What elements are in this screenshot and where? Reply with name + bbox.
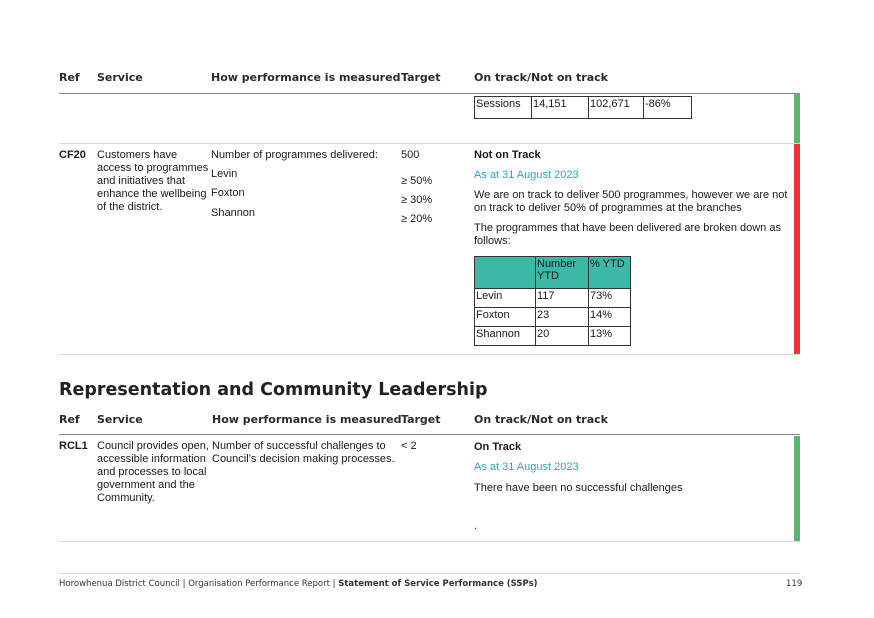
ref-rcl1: RCL1 (59, 440, 88, 452)
header-rule (59, 93, 800, 94)
table-row (475, 97, 692, 119)
status-dot-rcl1: . (474, 520, 478, 532)
col-header-service: Service (97, 71, 143, 84)
footer-org: Horowhenua District Council (59, 579, 180, 589)
measure-item-foxton: Foxton (211, 187, 245, 199)
status-para1-cf20: We are on track to deliver 500 programmes, however we are not on track to deliver 50% of programmes at the branches (474, 189, 788, 214)
measure-rcl1 (212, 440, 397, 466)
col-header-target: Target (401, 71, 441, 84)
measure-title-cf20: Number of programmes delivered: (211, 149, 378, 161)
breakdown-header-percent: % YTD (589, 257, 631, 289)
col-header-status: On track/Not on track (474, 71, 608, 84)
table-row (475, 308, 631, 327)
breakdown-cell: 23 (536, 308, 589, 327)
section-title: Representation and Community Leadership (59, 380, 488, 400)
breakdown-cell: 14% (589, 308, 631, 327)
measure-item-shannon: Shannon (211, 207, 256, 219)
service-line: Customers have (97, 149, 178, 161)
target-item-shannon: ≥ 20% (401, 213, 433, 225)
col-header-ref: Ref (59, 71, 80, 84)
service-line: government and the (97, 479, 195, 491)
service-line: access to programmes (97, 162, 209, 174)
footer-report: Organisation Performance Report (188, 579, 330, 589)
table-row (475, 257, 631, 289)
row-rule (59, 143, 800, 144)
service-rcl1 (97, 440, 209, 505)
status-date-cf20: As at 31 August 2023 (474, 169, 579, 181)
breakdown-cell: 20 (536, 327, 589, 346)
target-main-cf20: 500 (401, 149, 420, 161)
page-number: 119 (786, 579, 803, 589)
footer-statement: Statement of Service Performance (SSPs) (338, 579, 538, 589)
target-item-levin: ≥ 50% (401, 175, 433, 187)
service-line: and initiatives that (97, 175, 186, 187)
service-line: Council provides open, (97, 440, 209, 452)
breakdown-cell: 73% (589, 289, 631, 308)
sessions-table (474, 96, 692, 119)
col-header-measure: How performance is measured (211, 71, 401, 84)
col-header-ref: Ref (59, 413, 80, 426)
row-rule (59, 354, 800, 355)
breakdown-header-blank (475, 257, 536, 289)
footer-sep: | (182, 579, 186, 589)
footer-text (59, 579, 538, 589)
breakdown-cell: Shannon (475, 327, 536, 346)
col-header-status: On track/Not on track (474, 413, 608, 426)
measure-line: Number of successful challenges to (212, 440, 386, 452)
col-header-target: Target (401, 413, 441, 426)
status-bar-not-on-track (794, 144, 800, 354)
breakdown-cell: 117 (536, 289, 589, 308)
breakdown-cell: Levin (475, 289, 536, 308)
breakdown-cell: Foxton (475, 308, 536, 327)
sessions-value-2: 102,671 (589, 97, 644, 119)
breakdown-table (474, 256, 631, 346)
sessions-label: Sessions (475, 97, 532, 119)
table-row (475, 289, 631, 308)
service-line: accessible information (97, 453, 206, 465)
col-header-measure: How performance is measured (212, 413, 402, 426)
ref-cf20: CF20 (59, 149, 86, 161)
row-rule (59, 541, 800, 542)
measure-item-levin: Levin (211, 168, 238, 180)
service-cf20 (97, 149, 209, 214)
service-line: of the district. (97, 201, 163, 213)
footer-rule (59, 573, 800, 574)
col-header-service: Service (97, 413, 143, 426)
service-line: enhance the wellbeing (97, 188, 207, 200)
status-text-rcl1: There have been no successful challenges (474, 482, 683, 494)
status-date-rcl1: As at 31 August 2023 (474, 461, 579, 473)
service-line: and processes to local (97, 466, 207, 478)
measure-line: Council’s decision making processes. (212, 453, 395, 465)
status-para2-cf20: The programmes that have been delivered are broken down as follows: (474, 222, 781, 247)
target-rcl1: < 2 (401, 440, 417, 452)
footer-sep: | (332, 579, 336, 589)
sessions-value-1: 14,151 (532, 97, 589, 119)
service-line: Community. (97, 492, 155, 504)
breakdown-header-number: Number YTD (536, 257, 589, 289)
target-item-foxton: ≥ 30% (401, 194, 433, 206)
status-title-cf20: Not on Track (474, 149, 541, 161)
table-row (475, 327, 631, 346)
breakdown-cell: 13% (589, 327, 631, 346)
sessions-value-3: -86% (644, 97, 692, 119)
status-title-rcl1: On Track (474, 441, 522, 453)
status-bar-on-track (794, 94, 800, 143)
header-rule (59, 434, 800, 435)
status-bar-on-track (794, 436, 800, 541)
